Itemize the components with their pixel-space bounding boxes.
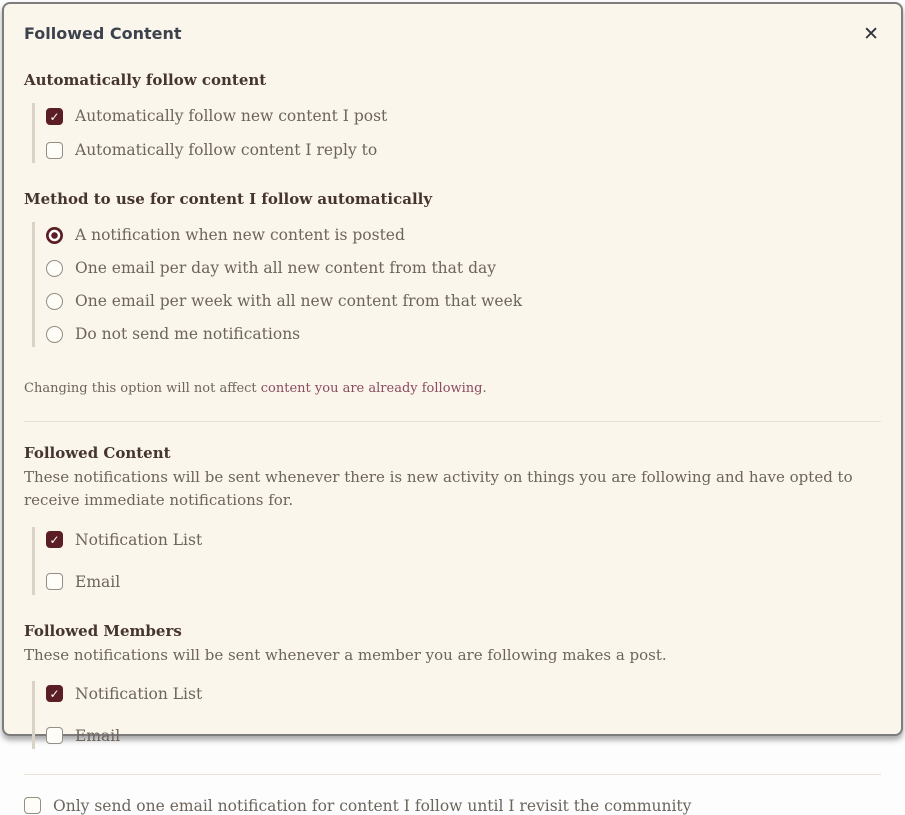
method-heading: Method to use for content I follow automatically: [24, 190, 433, 208]
radio-method-notification[interactable]: [46, 227, 63, 244]
followed-members-description: These notifications will be sent whenever a member you are following makes a post.: [24, 645, 667, 664]
option-fm-notification-list[interactable]: [46, 685, 881, 703]
followed-content-dialog: [2, 2, 903, 815]
option-label[interactable]: One email per week with all new content from that week: [75, 292, 523, 310]
option-label[interactable]: A notification when new content is posted: [75, 226, 405, 244]
dialog-header: [24, 4, 881, 44]
option-method-daily-email[interactable]: [46, 259, 881, 277]
auto-follow-group: [32, 103, 881, 163]
change-note: [24, 381, 881, 396]
radio-method-none[interactable]: [46, 326, 63, 343]
close-icon[interactable]: ✕: [863, 23, 879, 45]
already-following-link[interactable]: content you are already following: [260, 381, 483, 396]
dialog-title: Followed Content: [24, 24, 182, 43]
option-method-notification[interactable]: [46, 226, 881, 244]
option-label[interactable]: One email per day with all new content from that day: [75, 259, 496, 277]
checkbox-auto-follow-reply[interactable]: [46, 142, 63, 159]
checkbox-fc-notification-list[interactable]: [46, 531, 63, 548]
followed-content-description: These notifications will be sent whenever there is new activity on things you are following and have opted to receive immediate notifications for.: [24, 468, 853, 510]
followed-members-group: [32, 681, 881, 749]
checkbox-fm-notification-list[interactable]: [46, 685, 63, 702]
option-fc-email[interactable]: [46, 573, 881, 591]
option-label[interactable]: Automatically follow new content I post: [75, 107, 388, 125]
option-auto-follow-reply[interactable]: [46, 141, 881, 159]
option-label[interactable]: Email: [75, 572, 121, 591]
method-group: [32, 222, 881, 347]
note-text: Changing this option will not affect: [24, 381, 261, 396]
option-auto-follow-post[interactable]: [46, 107, 881, 125]
option-fc-notification-list[interactable]: [46, 531, 881, 549]
option-label[interactable]: Notification List: [75, 684, 203, 703]
option-label[interactable]: Only send one email notification for content I follow until I revisit the community: [53, 796, 692, 815]
divider: [24, 774, 881, 775]
option-fm-email[interactable]: [46, 727, 881, 745]
followed-content-heading: Followed Content: [24, 444, 171, 462]
checkbox-single-email[interactable]: [24, 797, 41, 814]
followed-content-group: [32, 527, 881, 595]
option-label[interactable]: Do not send me notifications: [75, 325, 301, 343]
option-label[interactable]: Email: [75, 726, 121, 745]
auto-follow-heading: Automatically follow content: [24, 71, 267, 89]
option-method-weekly-email[interactable]: [46, 292, 881, 310]
option-method-none[interactable]: [46, 325, 881, 343]
option-label[interactable]: Notification List: [75, 530, 203, 549]
checkbox-auto-follow-post[interactable]: [46, 108, 63, 125]
option-single-email[interactable]: [24, 797, 881, 815]
checkbox-fm-email[interactable]: [46, 727, 63, 744]
radio-method-weekly-email[interactable]: [46, 293, 63, 310]
radio-method-daily-email[interactable]: [46, 260, 63, 277]
followed-members-heading: Followed Members: [24, 621, 182, 640]
note-text-suffix: .: [482, 381, 487, 396]
divider: [24, 421, 881, 422]
option-label[interactable]: Automatically follow content I reply to: [75, 141, 378, 159]
checkbox-fc-email[interactable]: [46, 573, 63, 590]
